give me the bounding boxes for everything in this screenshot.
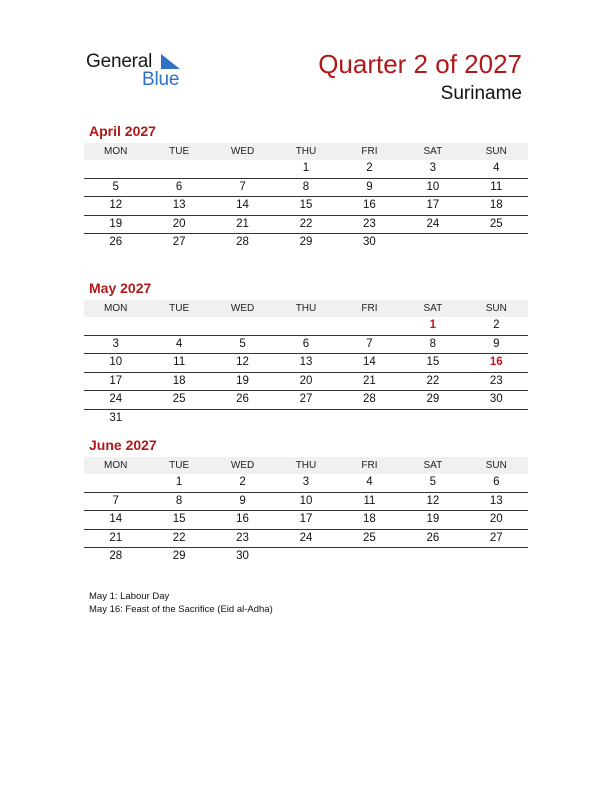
logo-text-blue: Blue <box>142 69 180 90</box>
day-cell: 27 <box>299 393 313 405</box>
day-cell: 31 <box>109 411 123 424</box>
day-cell: 6 <box>302 337 310 350</box>
day-cell: 21 <box>363 374 376 387</box>
week-row <box>84 354 528 373</box>
holiday-note: May 1: Labour Day <box>89 591 170 602</box>
day-cell: 8 <box>429 337 437 350</box>
day-cell: 25 <box>363 531 376 544</box>
day-cell: 14 <box>109 513 123 525</box>
day-cell: 13 <box>172 199 186 211</box>
day-cell: 18 <box>172 374 186 387</box>
empty-cell <box>338 548 401 566</box>
month-title: April 2027 <box>89 123 156 139</box>
day-cell: 17 <box>109 374 123 387</box>
week-row <box>84 160 528 179</box>
day-cell: 3 <box>112 337 119 350</box>
empty-cell <box>401 410 464 428</box>
month-grid <box>84 160 528 252</box>
holiday-note: May 16: Feast of the Sacrifice (Eid al-Adha) <box>89 604 273 615</box>
day-cell: 29 <box>172 550 186 562</box>
day-cell: 10 <box>299 494 313 507</box>
day-cell: 9 <box>493 337 500 350</box>
day-cell: 20 <box>172 217 186 230</box>
day-cell: 3 <box>429 162 437 174</box>
empty-cell <box>338 317 401 335</box>
day-cell: 7 <box>112 494 119 507</box>
day-cell: 29 <box>426 393 440 405</box>
day-cell: 8 <box>175 494 183 507</box>
day-cell: 10 <box>109 356 123 368</box>
day-cell: 22 <box>426 374 440 387</box>
day-cell: 2 <box>239 476 246 488</box>
weekday-header <box>84 457 528 474</box>
empty-cell <box>274 317 337 335</box>
day-cell: 30 <box>489 393 503 405</box>
empty-cell <box>401 234 464 252</box>
weekday-wed: WED <box>230 303 255 314</box>
day-cell: 4 <box>175 337 183 350</box>
weekday-tue: TUE <box>169 303 190 314</box>
day-cell: 5 <box>239 337 246 350</box>
weekday-thu: THU <box>295 460 317 471</box>
empty-cell <box>147 160 210 178</box>
logo-text-general: General <box>86 51 153 72</box>
day-cell: 9 <box>366 180 373 193</box>
day-cell: 30 <box>236 550 249 562</box>
weekday-fri: FRI <box>361 303 378 314</box>
day-cell: 29 <box>299 236 313 248</box>
day-cell: 20 <box>489 513 503 525</box>
day-cell: 21 <box>109 531 123 544</box>
empty-cell <box>338 410 401 428</box>
day-cell: 16 <box>489 356 503 368</box>
weekday-header <box>84 143 528 160</box>
day-cell: 17 <box>426 199 440 211</box>
week-row <box>84 493 528 512</box>
day-cell: 30 <box>363 236 376 248</box>
day-cell: 19 <box>109 217 123 230</box>
week-row <box>84 197 528 216</box>
month-grid <box>84 474 528 566</box>
day-cell: 3 <box>302 476 310 488</box>
country-name: Suriname <box>440 83 522 104</box>
day-cell: 19 <box>236 374 249 387</box>
weekday-mon: MON <box>104 460 128 471</box>
weekday-mon: MON <box>104 303 128 314</box>
day-cell: 7 <box>239 180 246 193</box>
day-cell: 26 <box>236 393 249 405</box>
week-row <box>84 474 528 493</box>
weekday-header <box>84 300 528 317</box>
day-cell: 5 <box>429 476 437 488</box>
day-cell: 24 <box>109 393 123 405</box>
week-row <box>84 548 528 566</box>
empty-cell <box>274 548 337 566</box>
day-cell: 20 <box>299 374 313 387</box>
day-cell: 18 <box>489 199 503 211</box>
day-cell: 17 <box>299 513 313 525</box>
empty-cell <box>84 474 147 492</box>
day-cell: 4 <box>493 162 500 174</box>
day-cell: 9 <box>239 494 246 507</box>
empty-cell <box>211 410 274 428</box>
day-cell: 13 <box>299 356 313 368</box>
weekday-tue: TUE <box>169 460 190 471</box>
day-cell: 26 <box>109 236 123 248</box>
weekday-tue: TUE <box>169 146 190 157</box>
day-cell: 23 <box>363 217 376 230</box>
day-cell: 1 <box>175 476 183 488</box>
month-title: June 2027 <box>89 437 157 453</box>
day-cell: 11 <box>363 494 376 507</box>
day-cell: 15 <box>172 513 186 525</box>
weekday-sun: SUN <box>485 303 507 314</box>
empty-cell <box>465 548 528 566</box>
day-cell: 6 <box>175 180 183 193</box>
day-cell: 1 <box>302 162 310 174</box>
day-cell: 24 <box>426 217 440 230</box>
day-cell: 16 <box>236 513 249 525</box>
weekday-fri: FRI <box>361 146 378 157</box>
day-cell: 1 <box>429 319 437 331</box>
day-cell: 23 <box>489 374 503 387</box>
holiday-notes <box>89 590 273 616</box>
weekday-sun: SUN <box>485 146 507 157</box>
logo <box>86 51 196 91</box>
day-cell: 12 <box>426 494 440 507</box>
empty-cell <box>465 410 528 428</box>
day-cell: 15 <box>426 356 440 368</box>
day-cell: 21 <box>236 217 249 230</box>
day-cell: 15 <box>299 199 313 211</box>
day-cell: 8 <box>302 180 310 193</box>
empty-cell <box>211 160 274 178</box>
day-cell: 18 <box>363 513 376 525</box>
day-cell: 27 <box>172 236 186 248</box>
day-cell: 23 <box>236 531 249 544</box>
day-cell: 22 <box>299 217 313 230</box>
day-cell: 27 <box>489 531 503 544</box>
day-cell: 26 <box>426 531 440 544</box>
weekday-thu: THU <box>295 303 317 314</box>
empty-cell <box>84 160 147 178</box>
week-row <box>84 336 528 355</box>
day-cell: 28 <box>109 550 123 562</box>
day-cell: 11 <box>173 356 186 368</box>
day-cell: 28 <box>236 236 249 248</box>
weekday-thu: THU <box>295 146 317 157</box>
day-cell: 14 <box>363 356 376 368</box>
week-row <box>84 373 528 392</box>
weekday-wed: WED <box>230 146 255 157</box>
week-row <box>84 317 528 336</box>
page-title: Quarter 2 of 2027 <box>318 49 522 79</box>
month-may <box>84 279 528 427</box>
day-cell: 5 <box>112 180 119 193</box>
month-title: May 2027 <box>89 280 152 296</box>
weekday-sat: SAT <box>423 146 443 157</box>
week-row <box>84 391 528 410</box>
day-cell: 10 <box>426 180 440 193</box>
empty-cell <box>84 317 147 335</box>
empty-cell <box>211 317 274 335</box>
day-cell: 22 <box>172 531 186 544</box>
day-cell: 4 <box>366 476 373 488</box>
day-cell: 19 <box>426 513 440 525</box>
weekday-fri: FRI <box>361 460 378 471</box>
empty-cell <box>147 410 210 428</box>
day-cell: 2 <box>366 162 373 174</box>
week-row <box>84 179 528 198</box>
empty-cell <box>274 410 337 428</box>
weekday-sun: SUN <box>485 460 507 471</box>
week-row <box>84 216 528 235</box>
weekday-sat: SAT <box>423 303 443 314</box>
month-june <box>84 436 528 566</box>
weekday-sat: SAT <box>423 460 443 471</box>
weekday-mon: MON <box>104 146 128 157</box>
day-cell: 7 <box>366 337 373 350</box>
day-cell: 28 <box>363 393 376 405</box>
day-cell: 24 <box>299 531 313 544</box>
month-april <box>84 122 528 252</box>
empty-cell <box>465 234 528 252</box>
day-cell: 16 <box>363 199 376 211</box>
day-cell: 25 <box>172 393 186 405</box>
day-cell: 6 <box>493 476 500 488</box>
weekday-wed: WED <box>230 460 255 471</box>
day-cell: 12 <box>109 199 123 211</box>
day-cell: 25 <box>489 217 503 230</box>
week-row <box>84 410 528 428</box>
empty-cell <box>401 548 464 566</box>
month-grid <box>84 317 528 427</box>
day-cell: 12 <box>236 356 249 368</box>
logo-flag-icon <box>161 54 181 70</box>
day-cell: 13 <box>489 494 503 507</box>
week-row <box>84 511 528 530</box>
week-row <box>84 234 528 252</box>
empty-cell <box>147 317 210 335</box>
week-row <box>84 530 528 549</box>
day-cell: 2 <box>493 319 500 331</box>
day-cell: 14 <box>236 199 249 211</box>
day-cell: 11 <box>490 180 503 193</box>
